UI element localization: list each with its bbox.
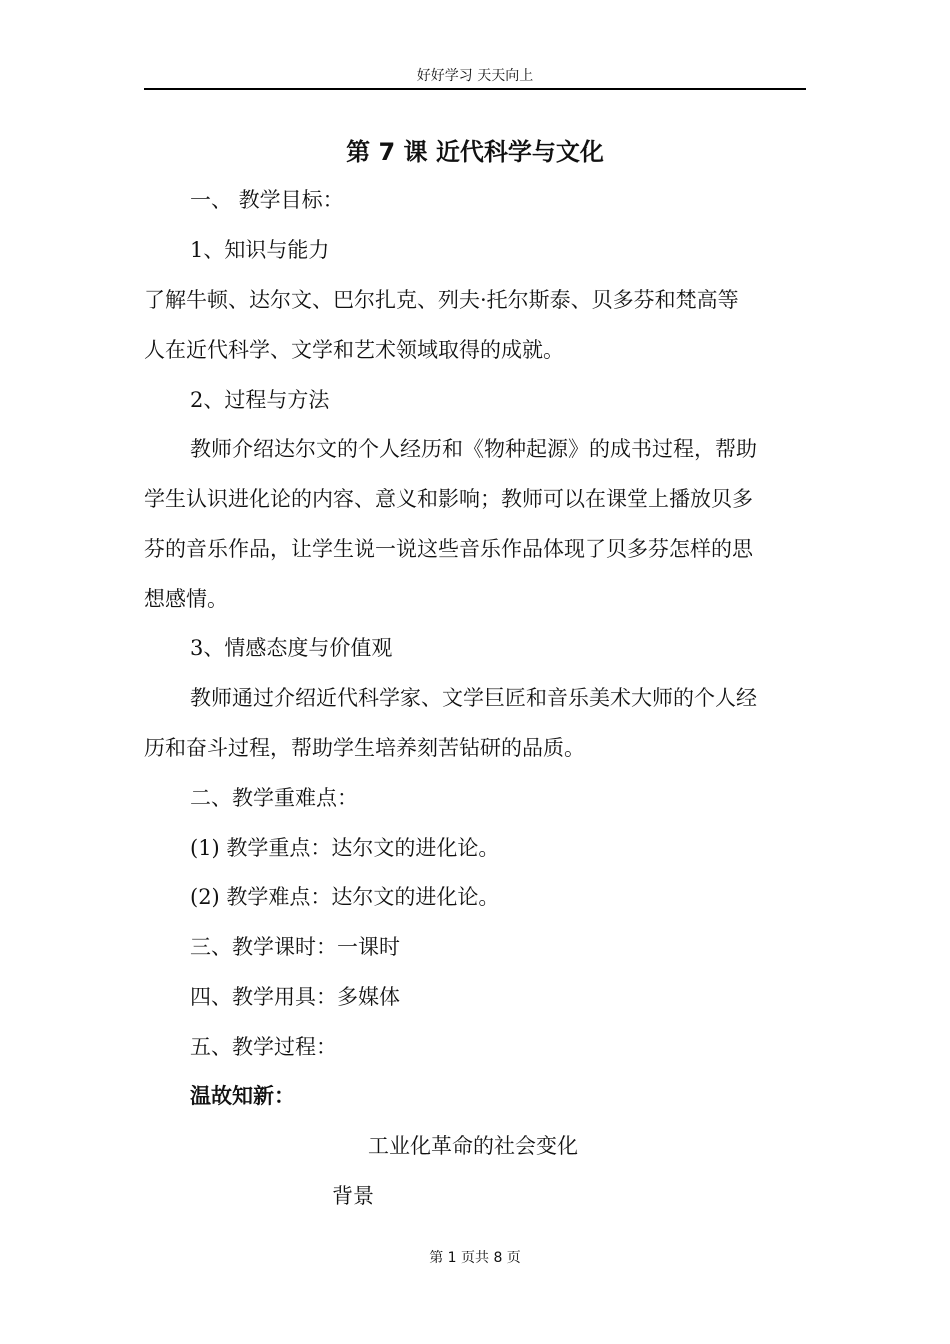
paragraph-line: 教师介绍达尔文的个人经历和《物种起源》的成书过程，帮助 — [190, 437, 757, 461]
list-item: (2) 教学难点：达尔文的进化论。 — [190, 885, 500, 909]
section-heading-key-points: 二、教学重难点： — [190, 786, 358, 810]
list-item: (1) 教学重点：达尔文的进化论。 — [190, 836, 500, 860]
paragraph-line: 人在近代科学、文学和艺术领域取得的成就。 — [144, 338, 564, 362]
subheading-knowledge: 1、知识与能力 — [190, 238, 330, 262]
paragraph-line: 历和奋斗过程，帮助学生培养刻苦钻研的品质。 — [144, 736, 585, 760]
subheading-process: 2、过程与方法 — [190, 388, 330, 412]
subheading-values: 3、情感态度与价值观 — [190, 636, 393, 660]
review-heading: 温故知新： — [190, 1084, 295, 1108]
paragraph-line: 教师通过介绍近代科学家、文学巨匠和音乐美术大师的个人经 — [190, 686, 757, 710]
lesson-title: 第 7 课 近代科学与文化 — [346, 138, 604, 166]
diagram-label-background: 背景 — [332, 1184, 374, 1208]
paragraph-line: 学生认识进化论的内容、意义和影响；教师可以在课堂上播放贝多 — [144, 487, 753, 511]
section-heading-process: 五、教学过程： — [190, 1035, 337, 1059]
page-footer: 第 1 页共 8 页 — [429, 1250, 521, 1266]
diagram-title: 工业化革命的社会变化 — [368, 1134, 578, 1158]
section-heading-objectives: 一、 教学目标： — [190, 188, 344, 212]
header-rule — [144, 88, 806, 90]
section-heading-tools: 四、教学用具：多媒体 — [190, 985, 400, 1009]
paragraph-line: 想感情。 — [144, 587, 228, 611]
section-heading-hours: 三、教学课时：一课时 — [190, 935, 400, 959]
page-header: 好好学习 天天向上 — [416, 68, 534, 84]
paragraph-line: 了解牛顿、达尔文、巴尔扎克、列夫·托尔斯泰、贝多芬和梵高等 — [144, 288, 739, 312]
paragraph-line: 芬的音乐作品，让学生说一说这些音乐作品体现了贝多芬怎样的思 — [144, 537, 753, 561]
